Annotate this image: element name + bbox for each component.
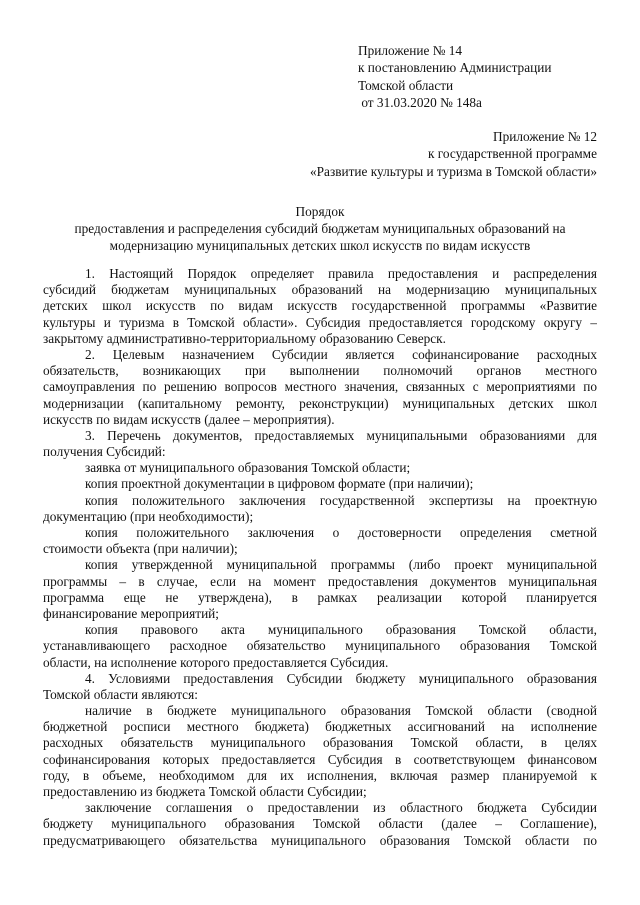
list-item-line: области, на исполнение которого предоставляется Субсидия. [43,654,389,670]
document-body [43,266,597,849]
list-item-line: устанавливающего расходное обязательство муниципального образования Томской [43,638,597,654]
appendix-12-line: к государственной программе [427,146,597,162]
list-item-line: наличие в бюджете муниципального образования Томской области (сводной [85,703,597,719]
appendix-14-title: Приложение № 14 [358,43,462,58]
list-item-line: софинансирования которых предоставляется Субсидия в соответствующем финансовом [43,751,597,767]
list-item-line: предоставлению из бюджета Томской области Субсидии; [43,784,367,799]
document-title-block [43,203,597,254]
list-item-line: копия положительного заключения государственной экспертизы на проектную [85,492,597,508]
list-item-line: бюджетной росписи местного бюджета) бюджетных ассигнований на исполнение [43,719,597,735]
paragraph-1-line: 1. Настоящий Порядок определяет правила предоставления и распределения [85,266,597,281]
list-item-line: копия проектной документации в цифровом формате (при наличии); [85,476,474,492]
list-item-line: программа еще не утверждена), в рамках реализации которой планируется [43,589,597,605]
list-item-line: копия утвержденной муниципальной программы (либо проект муниципальной [85,557,597,573]
document-subtitle-line: предоставления и распределения субсидий бюджетам муниципальных образований на [74,221,566,236]
paragraph-2-line: самоуправления по решению вопросов местного значения, связанных с мероприятиями по [43,379,597,395]
paragraph-3-line: 3. Перечень документов, предоставляемых муниципальными образованиями для [85,427,597,443]
list-item-line: документацию (при необходимости); [43,508,254,524]
appendix-14-block [358,42,551,111]
appendix-12-title: Приложение № 12 [493,129,597,144]
list-item-line: предусматривающего обязательства муниципального образования Томской области по [43,832,597,848]
paragraph-1-line: закрытому административно-территориальному образованию Северск. [43,330,446,346]
paragraph-3-line: получения Субсидий: [43,444,166,460]
document-subtitle-line: модернизацию муниципальных детских школ искусств по видам искусств [109,238,531,253]
paragraph-1-line: детских школ искусств по видам искусств государственной программы «Развитие [43,298,597,314]
paragraph-2-line: искусств по видам искусств (далее – мероприятия). [43,411,335,427]
list-item-line: бюджету муниципального образования Томской области (далее – Соглашение), [43,816,597,832]
paragraph-1-line: культуры и туризма в Томской области». Субсидия предоставляется городскому округу – [43,314,597,330]
list-item-line: копия правового акта муниципального образования Томской области, [85,622,597,638]
list-item-line: заявка от муниципального образования Томской области; [85,460,411,476]
appendix-12-program-name: «Развитие культуры и туризма в Томской области» [310,163,597,179]
paragraph-4-line: 4. Условиями предоставления Субсидии бюджету муниципального образования [85,670,597,686]
list-item-line: году, в объеме, необходимом для их исполнения, включая размер планируемой к [43,767,597,783]
list-item-line: расходных обязательств муниципального образования Томской области, в целях [43,735,597,751]
list-item-line: копия положительного заключения о достоверности определения сметной [85,525,597,540]
list-item-line: программы – в случае, если на момент предоставления документов муниципальная [43,573,597,589]
paragraph-1-line: субсидий бюджетам муниципальных образований на модернизацию муниципальных [43,282,597,298]
list-item-line: финансирование мероприятий; [43,605,219,621]
document-title: Порядок [295,204,345,219]
appendix-14-date-number: от 31.03.2020 № 148а [358,94,482,110]
list-item-line: заключение соглашения о предоставлении из областного бюджета Субсидии [85,800,597,816]
appendix-14-line: Томской области [358,77,454,93]
appendix-14-line: к постановлению Администрации [358,60,552,76]
paragraph-4-line: Томской области являются: [43,686,198,702]
list-item-line: стоимости объекта (при наличии); [43,541,238,557]
appendix-12-block [310,128,597,180]
paragraph-2-line: модернизации (капитальному ремонту, реконструкции) муниципальных детских школ [43,395,597,411]
paragraph-2-line: 2. Целевым назначением Субсидии является софинансирование расходных [85,346,597,362]
paragraph-2-line: обязательств, возникающих при выполнении полномочий органов местного [43,363,597,379]
